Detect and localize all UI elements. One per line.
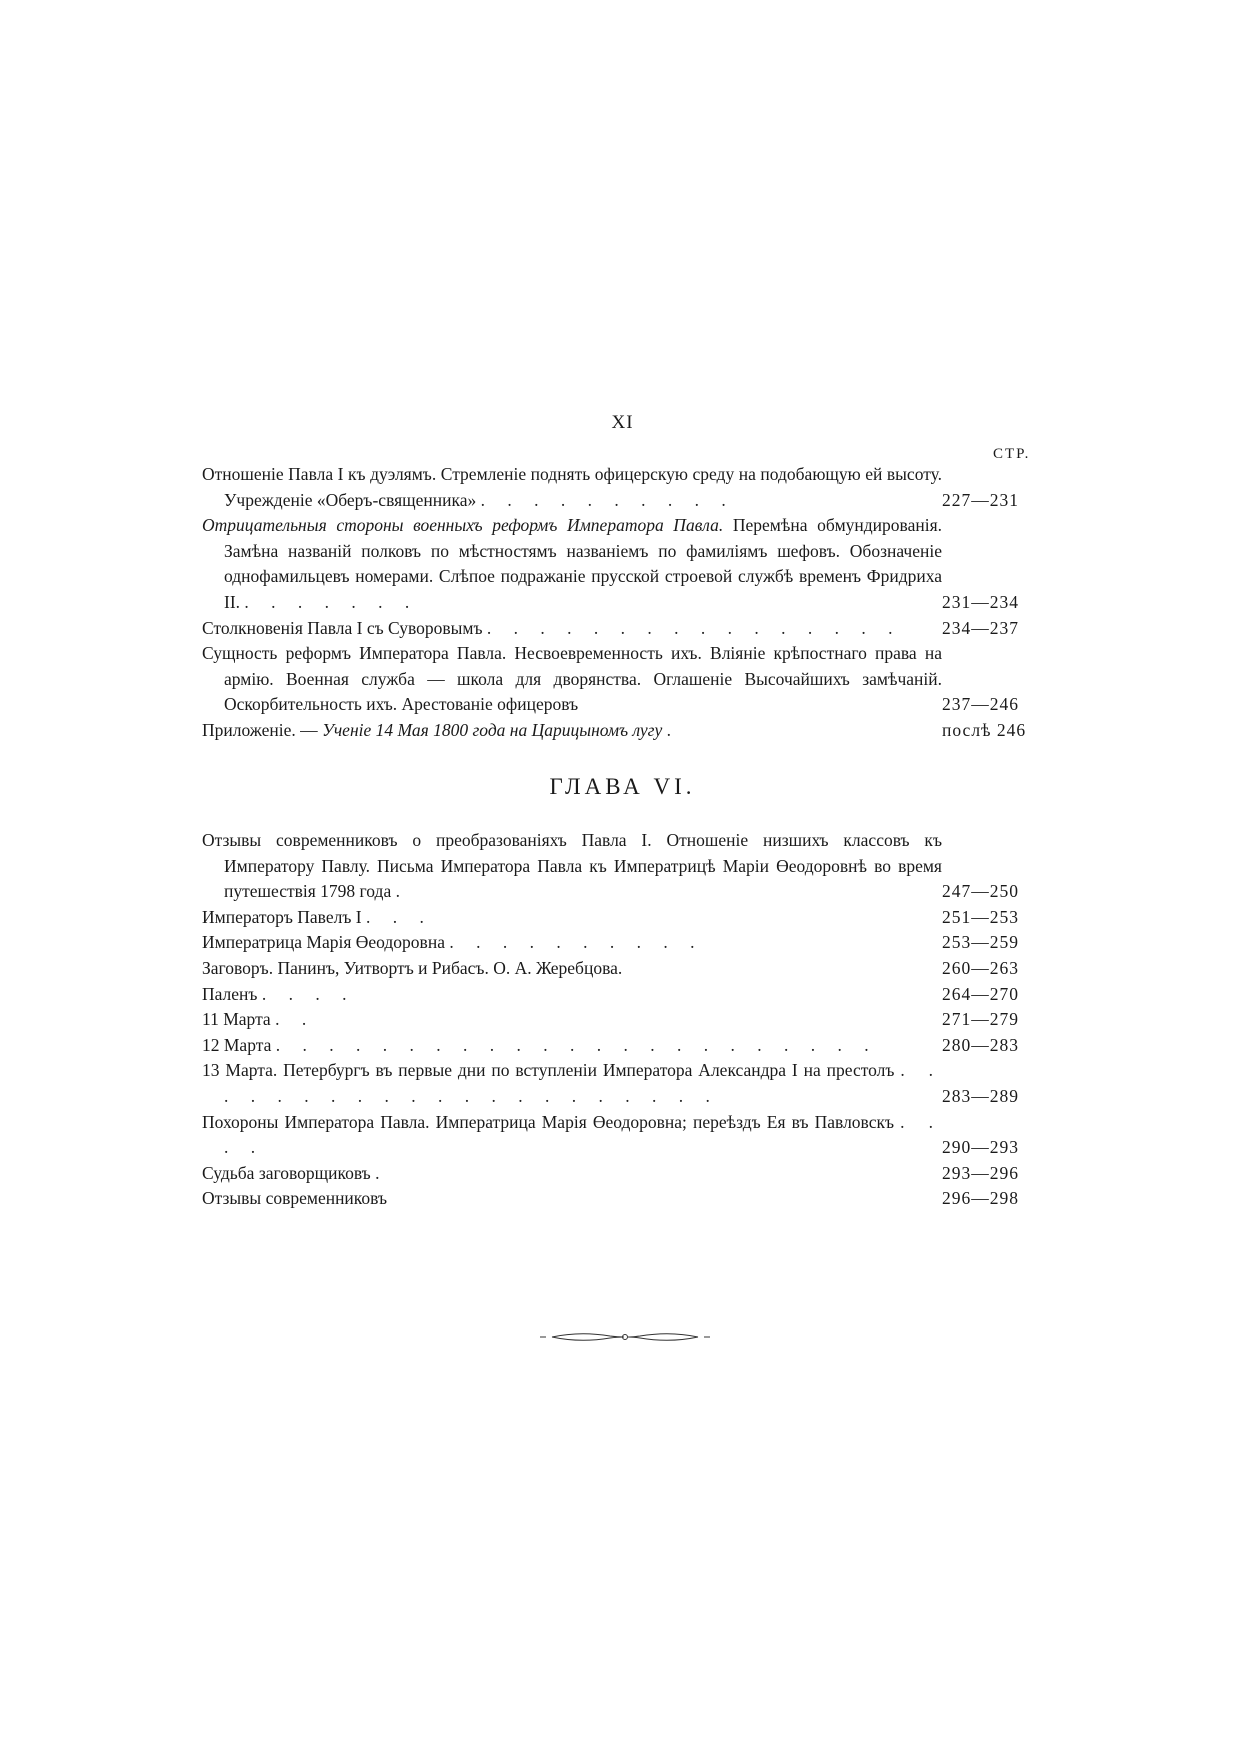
toc-entry-text: 13 Марта. Петербургъ въ первые дни по вступленіи Императора Александра I на престолъ xyxy=(202,1060,895,1081)
toc-entry-text: 11 Марта xyxy=(202,1009,271,1030)
toc-entry-text: Перемѣна обмундированія. Замѣна названій полковъ по мѣстностямъ названіемъ по фамиліямъ шефовъ. Обозначеніе однофамильцевъ номерами. Слѣпое подражаніе прусской строевой службѣ временъ Фридриха II. xyxy=(224,515,943,612)
toc-entry-text: 12 Марта xyxy=(202,1034,272,1055)
leader-dots: . . . . . . . . . . . . . . . . . . . . . xyxy=(224,1060,942,1106)
toc-entry-text: Приложеніе. — xyxy=(202,719,318,740)
toc-entry xyxy=(202,905,1046,931)
toc-section-2 xyxy=(202,828,1046,1212)
toc-entry-text: Судьба заговорщиковъ xyxy=(202,1162,371,1183)
toc-entry-pages: 231—234 xyxy=(942,591,1019,612)
toc-entry xyxy=(202,641,1046,718)
toc-entry-pages: 251—253 xyxy=(942,906,1019,927)
toc-entry xyxy=(202,1110,1046,1161)
pages-column-header: СТР. xyxy=(993,446,1031,462)
toc-entry-italic-text: Ученіе 14 Мая 1800 года на Царицыномъ лугу xyxy=(322,719,663,740)
leader-dots: . xyxy=(666,719,681,740)
leader-dots: . . . . . . . . . . xyxy=(480,489,735,510)
toc-section-1 xyxy=(202,462,1046,744)
toc-entry-pages: 280—283 xyxy=(942,1034,1019,1055)
toc-entry-text: Паленъ xyxy=(202,983,258,1004)
toc-entry-text: Похороны Императора Павла. Императрица Марія Өеодоровна; переѣздъ Ея въ Павловскъ xyxy=(202,1111,895,1132)
toc-entry-text: Сущность реформъ Императора Павла. Несвоевременность ихъ. Вліяніе крѣпостнаго права на армію. Военная служба — школа для дворянства. Оглашеніе Высочайшихъ замѣчаній. Оскорбительность ихъ. Арестованіе офицеровъ xyxy=(202,643,942,715)
toc-entry-pages: 237—246 xyxy=(942,694,1019,715)
leader-dots: . xyxy=(375,1162,389,1183)
toc-entry xyxy=(202,982,1046,1008)
toc-entry xyxy=(202,462,1046,513)
leader-dots: . . . . xyxy=(224,1111,943,1158)
toc-entry xyxy=(202,828,1046,905)
toc-entry-pages: 264—270 xyxy=(942,983,1019,1004)
toc-entry-text: Императрица Марія Өеодоровна xyxy=(202,932,445,953)
toc-entry-pages: 227—231 xyxy=(942,489,1019,510)
toc-entry xyxy=(202,930,1046,956)
toc-entry xyxy=(202,513,1046,615)
leader-dots: . . . . . . . . . . . . . . . . . . . . . . . xyxy=(275,1034,878,1055)
toc-entry xyxy=(202,1186,1046,1212)
toc-entry-pages: послѣ 246 xyxy=(942,719,1027,740)
toc-entry-text: Отзывы современниковъ о преобразованіяхъ Павла I. Отношеніе низшихъ классовъ къ Императору Павлу. Письма Императора Павла къ Императрицѣ Маріи Өеодоровнѣ во время путешествія 1798 года xyxy=(202,830,942,902)
leader-dots: . . . . . . . . . . xyxy=(449,932,704,953)
leader-dots: . . . xyxy=(365,906,433,927)
toc-entry-text: Отношеніе Павла I къ дуэлямъ. Стремленіе поднять офицерскую среду на подобающую ей высоту. Учрежденіе «Оберъ-священника» xyxy=(202,464,942,510)
page-number: XI xyxy=(611,412,634,433)
toc-entry-pages: 247—250 xyxy=(942,881,1019,902)
toc-entry xyxy=(202,718,1046,744)
leader-dots: . . . . xyxy=(261,983,356,1004)
toc-entry-pages: 271—279 xyxy=(942,1009,1019,1030)
toc-entry-pages: 283—289 xyxy=(942,1085,1019,1106)
toc-entry-text: Заговоръ. Панинъ, Уитвортъ и Рибасъ. О. А. Жеребцова. xyxy=(202,957,623,978)
chapter-title: ГЛАВА VI. xyxy=(549,774,696,799)
toc-entry-pages: 234—237 xyxy=(942,617,1019,638)
toc-entry xyxy=(202,1161,1046,1187)
ornament-divider xyxy=(540,1330,710,1344)
toc-entry-text: Императоръ Павелъ I xyxy=(202,906,362,927)
toc-entry-pages: 290—293 xyxy=(942,1137,1019,1158)
leader-dots: . . . . . . . . . . . . . . . . xyxy=(486,617,902,638)
toc-entry-pages: 296—298 xyxy=(942,1188,1019,1209)
toc-entry-italic-text: Отрицательныя стороны военныхъ реформъ Императора Павла. xyxy=(202,515,724,536)
toc-entry xyxy=(202,1007,1046,1033)
toc-entry-pages: 253—259 xyxy=(942,932,1019,953)
toc-entry xyxy=(202,1058,1046,1109)
toc-entry-text: Отзывы современниковъ xyxy=(202,1188,388,1209)
leader-dots: . . . . . . . xyxy=(244,591,419,612)
toc-entry-pages: 293—296 xyxy=(942,1162,1019,1183)
leader-dots: . xyxy=(395,881,409,902)
toc-entry xyxy=(202,1033,1046,1059)
toc-entry-text: Столкновенія Павла I съ Суворовымъ xyxy=(202,617,483,638)
toc-entry-pages: 260—263 xyxy=(942,957,1019,978)
toc-entry xyxy=(202,616,1046,642)
toc-entry xyxy=(202,956,1046,982)
leader-dots: . . xyxy=(275,1009,316,1030)
